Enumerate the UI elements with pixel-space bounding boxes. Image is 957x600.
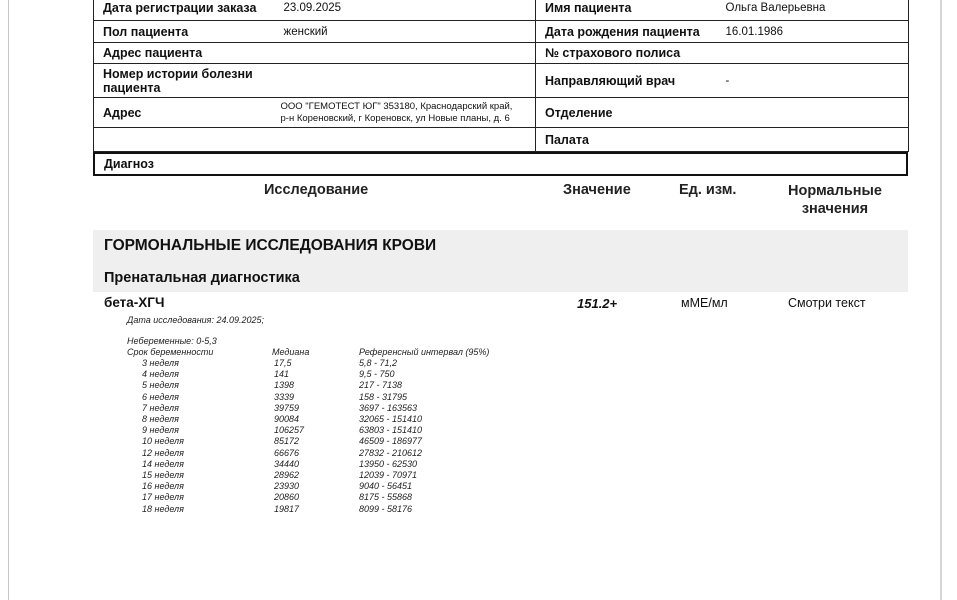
reference-term: 4 неделя xyxy=(142,369,179,380)
doctor-label: Направляющий врач xyxy=(536,64,717,98)
ward-label: Палата xyxy=(536,128,717,152)
column-study: Исследование xyxy=(264,182,369,198)
column-norm-line1: Нормальные xyxy=(788,183,882,199)
lab-address-label: Адрес xyxy=(94,98,275,128)
reference-median: 90084 xyxy=(274,414,300,425)
reference-rows xyxy=(127,358,489,515)
reference-row xyxy=(127,481,489,492)
reference-term: 9 неделя xyxy=(142,425,179,436)
reference-median: 106257 xyxy=(274,425,305,436)
test-unit: мМЕ/мл xyxy=(681,296,728,310)
reference-interval: 217 - 7138 xyxy=(359,380,403,391)
history-value xyxy=(275,64,536,98)
lab-address-line2: р-н Кореновский, г Кореновск, ул Новые планы, д. 6 xyxy=(280,112,510,124)
reference-interval: 9,5 - 750 xyxy=(359,369,395,380)
patient-info-table xyxy=(93,0,909,152)
birth-label: Дата рождения пациента xyxy=(536,21,717,43)
reference-median: 3339 xyxy=(274,391,295,402)
reference-median: 66676 xyxy=(274,447,300,458)
reference-row xyxy=(127,392,489,403)
row-lab-address xyxy=(94,98,909,128)
reference-median: 28962 xyxy=(274,470,300,481)
row-order-date xyxy=(94,0,909,21)
reference-median: 34440 xyxy=(274,458,300,469)
column-norm xyxy=(783,182,887,218)
diagnosis-table xyxy=(93,152,908,176)
reference-row xyxy=(127,492,489,503)
reference-row xyxy=(127,504,489,515)
reference-median: 20860 xyxy=(274,492,300,503)
ward-value xyxy=(717,128,909,152)
patient-address-label: Адрес пациента xyxy=(94,43,275,64)
doctor-value: - xyxy=(717,64,909,98)
reference-interval: 13950 - 62530 xyxy=(359,458,418,469)
reference-median: 1398 xyxy=(274,380,295,391)
reference-interval: 9040 - 56451 xyxy=(359,481,413,492)
reference-interval: 63803 - 151410 xyxy=(359,425,423,436)
lab-address-line1: ООО "ГЕМОТЕСТ ЮГ" 353180, Краснодарский край, xyxy=(280,100,513,112)
page-edge-right xyxy=(940,0,942,600)
policy-label: № страхового полиса xyxy=(536,43,717,64)
department-value xyxy=(717,98,909,128)
reference-interval: 8175 - 55868 xyxy=(359,492,413,503)
reference-median: 23930 xyxy=(274,481,300,492)
patient-address-value xyxy=(275,43,536,64)
test-name: бета-ХГЧ xyxy=(104,295,165,310)
non-pregnant-note: Небеременные: 0-5,3 xyxy=(127,336,217,346)
policy-value xyxy=(717,43,909,64)
test-norm: Смотри текст xyxy=(788,296,866,310)
reference-row xyxy=(127,436,489,447)
reference-row xyxy=(127,425,489,436)
reference-term: 10 неделя xyxy=(142,436,184,447)
sex-label: Пол пациента xyxy=(94,21,275,43)
column-value: Значение xyxy=(563,182,631,198)
study-date-note: Дата исследования: 24.09.2025; xyxy=(127,315,265,325)
test-value: 151.2+ xyxy=(577,296,618,311)
department-label: Отделение xyxy=(536,98,717,128)
reference-row xyxy=(127,403,489,414)
reference-row xyxy=(127,414,489,425)
reference-term: 16 неделя xyxy=(142,481,184,492)
reference-row xyxy=(127,369,489,380)
patient-name-label: Имя пациента xyxy=(536,0,717,21)
reference-term: 18 неделя xyxy=(142,503,184,514)
reference-row xyxy=(127,380,489,391)
reference-row xyxy=(127,358,489,369)
reference-interval: 32065 - 151410 xyxy=(359,414,423,425)
reference-median: 39759 xyxy=(274,402,300,413)
ward-blank-1 xyxy=(94,128,275,152)
reference-term: 17 неделя xyxy=(142,492,184,503)
column-unit: Ед. изм. xyxy=(679,182,737,198)
reference-interval: 158 - 31795 xyxy=(359,391,408,402)
history-label: Номер истории болезни пациента xyxy=(94,64,275,98)
subsection-title: Пренатальная диагностика xyxy=(104,270,300,286)
reference-row xyxy=(127,470,489,481)
reference-interval: 12039 - 70971 xyxy=(359,470,418,481)
reference-median: 19817 xyxy=(274,503,300,514)
patient-name-value: Ольга Валерьевна xyxy=(717,0,909,21)
reference-interval: 8099 - 58176 xyxy=(359,503,413,514)
sex-value: женский xyxy=(275,21,536,43)
row-history xyxy=(94,64,909,98)
reference-term: 6 неделя xyxy=(142,391,179,402)
reference-term: 7 неделя xyxy=(142,402,179,413)
order-date-label: Дата регистрации заказа xyxy=(94,0,275,21)
reference-row xyxy=(127,459,489,470)
reference-header-interval: Референсный интервал (95%) xyxy=(359,347,490,357)
row-sex xyxy=(94,21,909,43)
row-address xyxy=(94,43,909,64)
column-norm-line2: значения xyxy=(801,201,869,217)
reference-term: 15 неделя xyxy=(142,470,184,481)
ward-blank-2 xyxy=(275,128,536,152)
reference-term: 12 неделя xyxy=(142,447,184,458)
section-title: ГОРМОНАЛЬНЫЕ ИССЛЕДОВАНИЯ КРОВИ xyxy=(104,237,437,254)
row-ward xyxy=(94,128,909,152)
reference-term: 8 неделя xyxy=(142,414,179,425)
reference-interval: 3697 - 163563 xyxy=(359,402,418,413)
reference-table xyxy=(127,347,489,515)
reference-median: 141 xyxy=(274,369,290,380)
reference-header-median: Медиана xyxy=(272,347,310,357)
reference-term: 5 неделя xyxy=(142,380,179,391)
reference-row xyxy=(127,448,489,459)
page-edge-left xyxy=(8,0,9,600)
reference-term: 3 неделя xyxy=(142,358,179,368)
reference-interval: 46509 - 186977 xyxy=(359,436,423,447)
reference-interval: 5,8 - 71,2 xyxy=(359,358,398,368)
birth-value: 16.01.1986 xyxy=(717,21,909,43)
diagnosis-label: Диагноз xyxy=(94,153,907,175)
order-date-value: 23.09.2025 xyxy=(275,0,536,21)
reference-interval: 27832 - 210612 xyxy=(359,447,423,458)
reference-median: 17,5 xyxy=(274,358,292,368)
lab-address-value xyxy=(275,98,536,128)
reference-term: 14 неделя xyxy=(142,458,184,469)
reference-header-row xyxy=(127,347,489,358)
reference-median: 85172 xyxy=(274,436,300,447)
reference-header-term: Срок беременности xyxy=(127,347,214,357)
